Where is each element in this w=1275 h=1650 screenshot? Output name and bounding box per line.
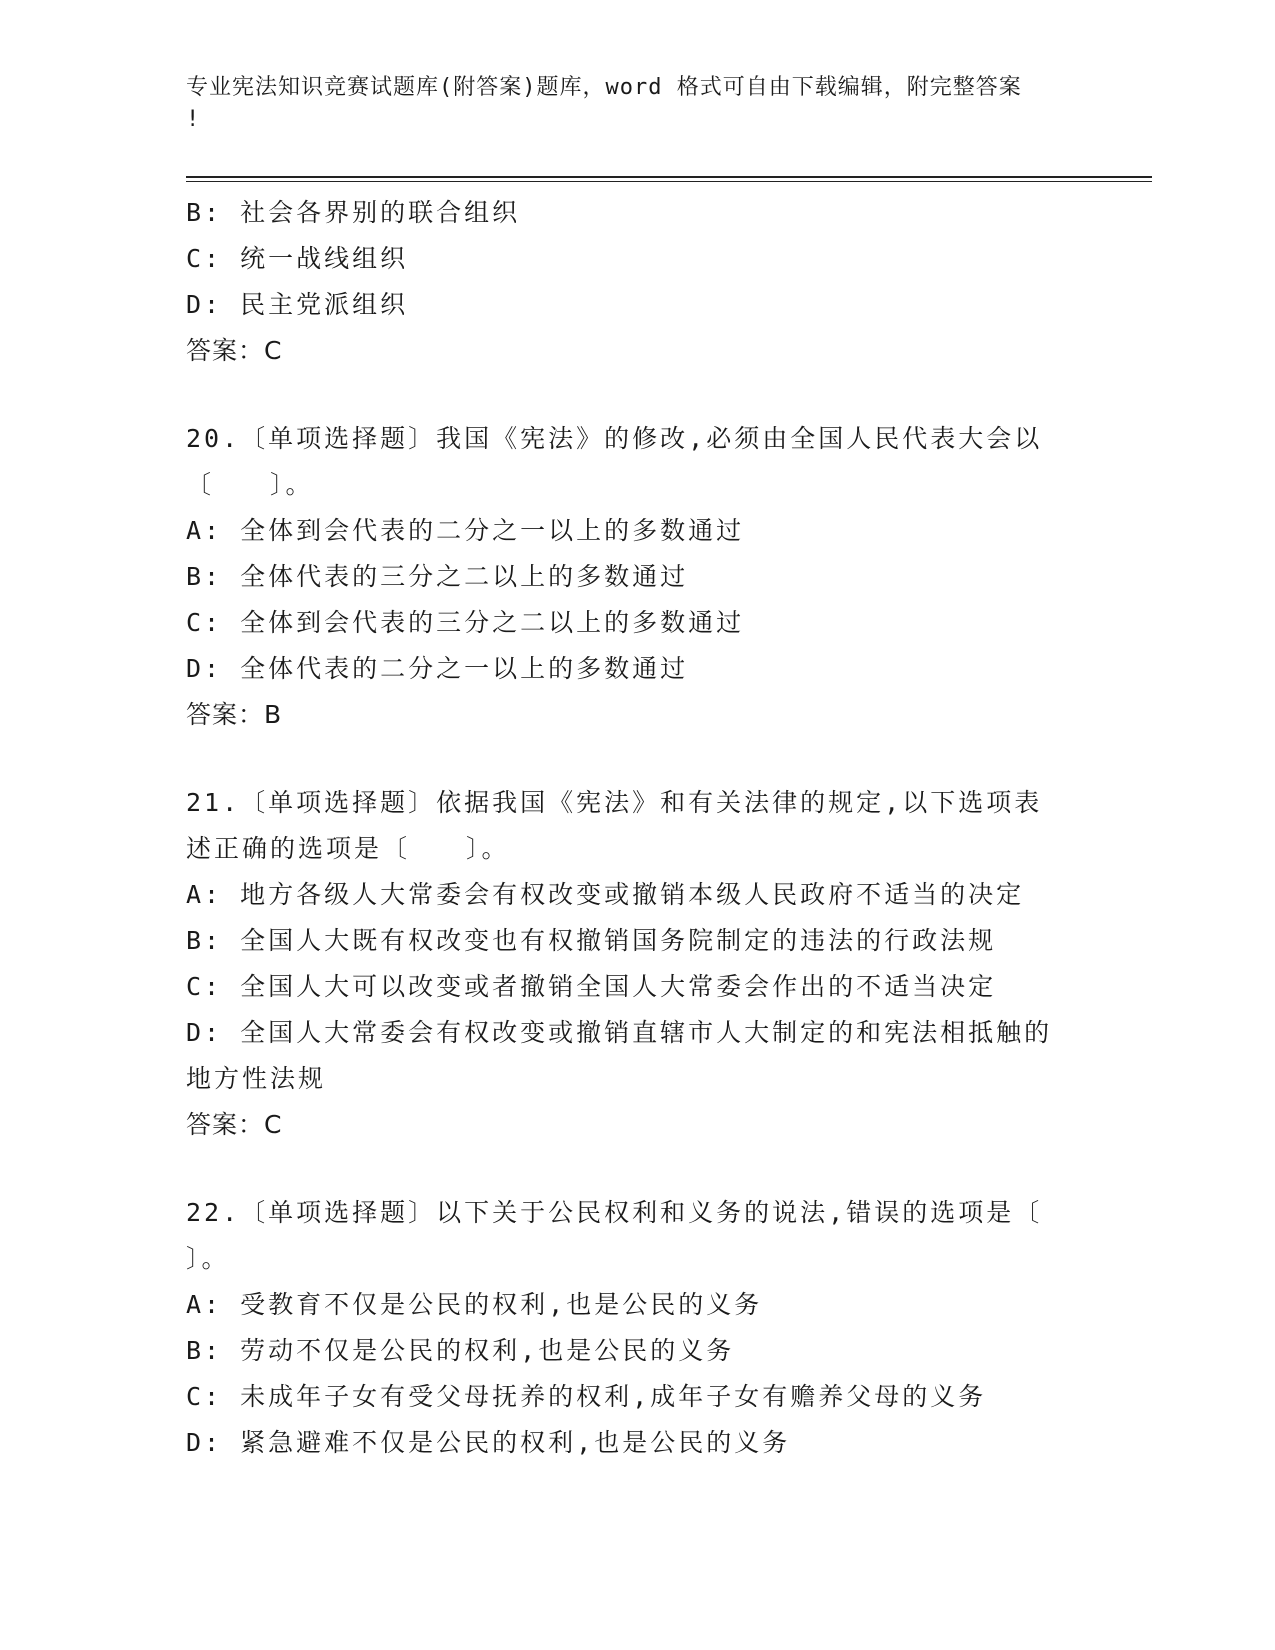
- option-b: B: 全体代表的三分之二以上的多数通过: [186, 562, 689, 591]
- option-a: A: 受教育不仅是公民的权利,也是公民的义务: [186, 1290, 763, 1319]
- option-a: A: 地方各级人大常委会有权改变或撤销本级人民政府不适当的决定: [186, 880, 1025, 909]
- option-c: C: 全体到会代表的三分之二以上的多数通过: [186, 608, 745, 637]
- question-stem-line-2: 述正确的选项是〔 〕。: [186, 834, 510, 863]
- question-stem-line-1: 22.〔单项选择题〕以下关于公民权利和义务的说法,错误的选项是〔: [186, 1198, 1043, 1227]
- question-stem-line-1: 20.〔单项选择题〕我国《宪法》的修改,必须由全国人民代表大会以: [186, 424, 1043, 453]
- header-title-line-2: !: [186, 107, 201, 132]
- question-block-20: [186, 416, 1086, 738]
- option-d: D: 全国人大常委会有权改变或撤销直辖市人大制定的和宪法相抵触的: [186, 1018, 1053, 1047]
- option-c: C: 全国人大可以改变或者撤销全国人大常委会作出的不适当决定: [186, 972, 997, 1001]
- question-block-22: [186, 1190, 1086, 1466]
- option-c: C: 未成年子女有受父母抚养的权利,成年子女有赡养父母的义务: [186, 1382, 987, 1411]
- option-b: B: 劳动不仅是公民的权利,也是公民的义务: [186, 1336, 735, 1365]
- header-divider-thin: [186, 181, 1152, 182]
- option-a: A: 全体到会代表的二分之一以上的多数通过: [186, 516, 745, 545]
- question-block-21: [186, 780, 1086, 1148]
- question-stem-line-2: 〔 〕。: [186, 470, 314, 499]
- header-title-line-1: 专业宪法知识竞赛试题库(附答案)题库，word 格式可自由下载编辑，附完整答案: [186, 75, 1022, 100]
- option-d-continuation: 地方性法规: [186, 1064, 327, 1093]
- question-content: [186, 190, 1086, 1466]
- answer-line: 答案：C: [186, 1110, 283, 1139]
- answer-line: 答案：B: [186, 700, 283, 729]
- document-header: [186, 72, 1066, 136]
- question-block-19: [186, 190, 1086, 374]
- option-d: D: 紧急避难不仅是公民的权利,也是公民的义务: [186, 1428, 791, 1457]
- option-d: D: 全体代表的二分之一以上的多数通过: [186, 654, 689, 683]
- question-stem-line-1: 21.〔单项选择题〕依据我国《宪法》和有关法律的规定,以下选项表: [186, 788, 1043, 817]
- answer-line: 答案：C: [186, 336, 283, 365]
- option-d: D: 民主党派组织: [186, 290, 409, 319]
- header-divider-thick: [186, 176, 1152, 178]
- option-b: B: 全国人大既有权改变也有权撤销国务院制定的违法的行政法规: [186, 926, 997, 955]
- question-stem-line-2: 〕。: [186, 1244, 230, 1273]
- option-b: B: 社会各界别的联合组织: [186, 198, 521, 227]
- option-c: C: 统一战线组织: [186, 244, 409, 273]
